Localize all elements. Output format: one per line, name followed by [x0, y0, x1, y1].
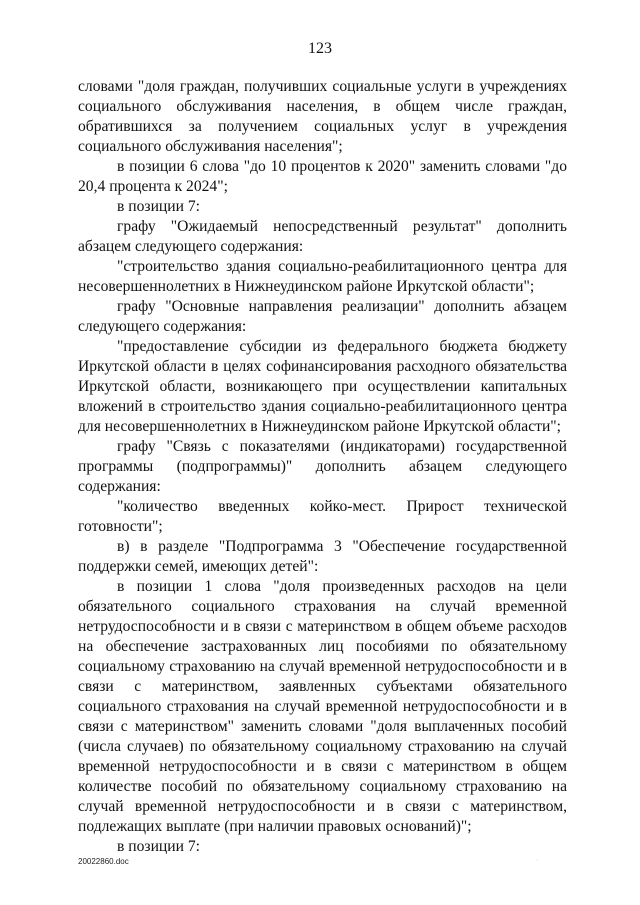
document-body [78, 77, 567, 857]
scan-mark: · [536, 858, 538, 864]
paragraph-1: словами "доля граждан, получивших социальные услуги в учреждениях социального обслуживания населения, в общем числе граждан, обратившихся за получением социальных услуг в учреждения социального обслуживания населения"; [78, 78, 567, 155]
paragraph-7: "предоставление субсидии из федерального бюджета бюджету Иркутской области в целях софинансирования расходного обязательства Иркутской области, возникающего при осуществлении капитальных вложений в строительство здания социально-реабилитационного центра для несовершеннолетних в Нижнеудинском районе Иркутской области"; [78, 338, 567, 435]
paragraph-12: в позиции 7: [117, 838, 200, 855]
paragraph-2: в позиции 6 слова "до 10 процентов к 2020" заменить словами "до 20,4 процента к 2024"; [78, 158, 567, 195]
paragraph-10: в) в разделе "Подпрограмма 3 "Обеспечение государственной поддержки семей, имеющих детей": [78, 538, 567, 575]
paragraph-5: "строительство здания социально-реабилитационного центра для несовершеннолетних в Нижнеудинском районе Иркутской области"; [78, 258, 567, 295]
paragraph-8: графу "Связь с показателями (индикаторами) государственной программы (подпрограммы)" дополнить абзацем следующего содержания: [78, 438, 567, 495]
paragraph-4: графу "Ожидаемый непосредственный результат" дополнить абзацем следующего содержания: [78, 218, 567, 255]
page-number: 123 [308, 40, 332, 57]
paragraph-9: "количество введенных койко-мест. Прирост технической готовности"; [78, 498, 567, 535]
paragraph-11: в позиции 1 слова "доля произведенных расходов на цели обязательного социального страхования на случай временной нетрудоспособности и в связи с материнством в общем объеме расходов на обеспечение застрахованных лиц пособиями по обязательному социальному страхованию на случай временной нетрудоспособности и в связи с материнством, заявленных субъектами обязательного социального страхования на случай временной нетрудоспособности и в связи с материнством" заменить словами "доля выплаченных пособий (числа случаев) по обязательному социальному страхованию на случай временной нетрудоспособности и в связи с материнством в общем количестве пособий по обязательному социальному страхованию на случай временной нетрудоспособности и в связи с материнством, подлежащих выплате (при наличии правовых оснований)"; [78, 578, 567, 835]
paragraph-3: в позиции 7: [117, 198, 200, 215]
footer-filename: 20022860.doc [78, 857, 129, 866]
paragraph-6: графу "Основные направления реализации" дополнить абзацем следующего содержания: [78, 298, 567, 335]
